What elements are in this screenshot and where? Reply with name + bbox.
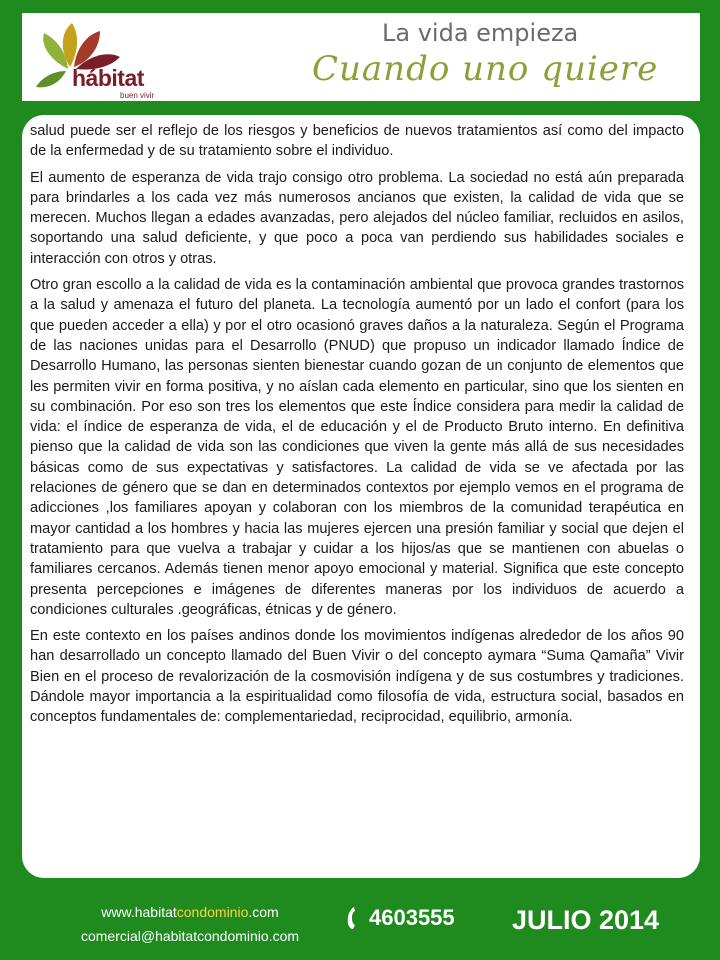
tagline-line2: Cuando uno quiere bbox=[312, 49, 659, 89]
website-link[interactable] bbox=[40, 900, 340, 924]
logo-text: hábitat bbox=[72, 65, 144, 91]
article-body bbox=[30, 121, 684, 734]
phone-value: 4603555 bbox=[369, 905, 455, 930]
header bbox=[22, 13, 700, 101]
paragraph-3: Otro gran escollo a la calidad de vida es la contaminación ambiental que provoca grandes trastornos a la salud y amenaza el futuro del planeta. La tecnología aumentó por un lado el confort (para los que pueden acceder a ella) y por el otro ocasionó graves daños a la naturaleza. Según el Programa de las naciones unidas para el Desarrollo (PNUD) que propuso un indicador llamado Índice de Desarrollo Humano, las personas sienten bienestar cuando gozan de un conjunto de elementos que les permiten vivir en forma positiva, y no aíslan cada elemento en particular, sino que los sienten en su combinación. Por eso son tres los elementos que este Índice considera para medir la calidad de vida: el índice de esperanza de vida, el de educación y el de Producto Bruto interno. En definitiva pienso que la calidad de vida son las condiciones que viven la gente más allá de sus necesidades básicas como de sus expectativas y satisfactores. La calidad de vida se ve afectada por las relaciones de género que se dan en determinados contextos por ejemplo vemos en el programa de adicciones ,los familiares apoyan y colaboran con los miembros de la comunidad terapéutica en mayor cantidad a los hombres y hacia las mujeres ejercen una presión familiar y social que dejen el tratamiento para que vuelva a trabajar y cuidar a los hijos/as que se mantienen con abuelas o familiares cercanos. Además tienen menor apoyo emocional y material. Significa que este concepto presenta percepciones e imágenes de diferentes maneras por los individuos de acuerdo a condiciones culturales .geográficas, étnicas y de género. bbox=[30, 277, 684, 618]
footer-contact bbox=[40, 900, 340, 948]
website-prefix: www.habitat bbox=[101, 904, 177, 920]
logo-subtext: buen vivir bbox=[120, 91, 155, 100]
paragraph-1: salud puede ser el reflejo de los riesgos y beneficios de nuevos tratamientos así como del impacto de la enfermedad y de su tratamiento sobre el individuo. bbox=[30, 123, 684, 160]
tagline-line1: La vida empieza bbox=[382, 19, 579, 47]
issue-date: JULIO 2014 bbox=[512, 905, 660, 935]
website-highlight: condominio bbox=[176, 904, 249, 920]
phone-number bbox=[345, 905, 455, 931]
email-link[interactable]: comercial@habitatcondominio.com bbox=[80, 928, 300, 944]
paragraph-2: El aumento de esperanza de vida trajo consigo otro problema. La sociedad no está aún preparada para brindarles a los cada vez más numerosos ancianos que existen, la calidad de vida que se merecen. Muchos llegan a edades avanzadas, pero alejados del núcleo familiar, recluidos en asilos, soportando una salud deficiente, y que poco a poca van perdiendo sus habilidades sociales e interacción con otros y otras. bbox=[30, 169, 684, 267]
habitat-logo bbox=[30, 21, 165, 100]
phone-icon bbox=[345, 905, 357, 931]
website-suffix: .com bbox=[248, 904, 279, 920]
paragraph-4: En este contexto en los países andinos donde los movimientos indígenas alrededor de los años 90 han desarrollado un concepto llamado del Buen Vivir o del concepto aymara “Suma Qamaña” Vivir Bien en el proceso de revalorización de la cosmovisión indígena y de sus costumbres y tradiciones. Dándole mayor importancia a la espiritualidad como filosofía de vida, estructura social, basados en conceptos fundamentales de: complementariedad, reciprocidad, equilibrio, armonía. bbox=[30, 628, 684, 726]
